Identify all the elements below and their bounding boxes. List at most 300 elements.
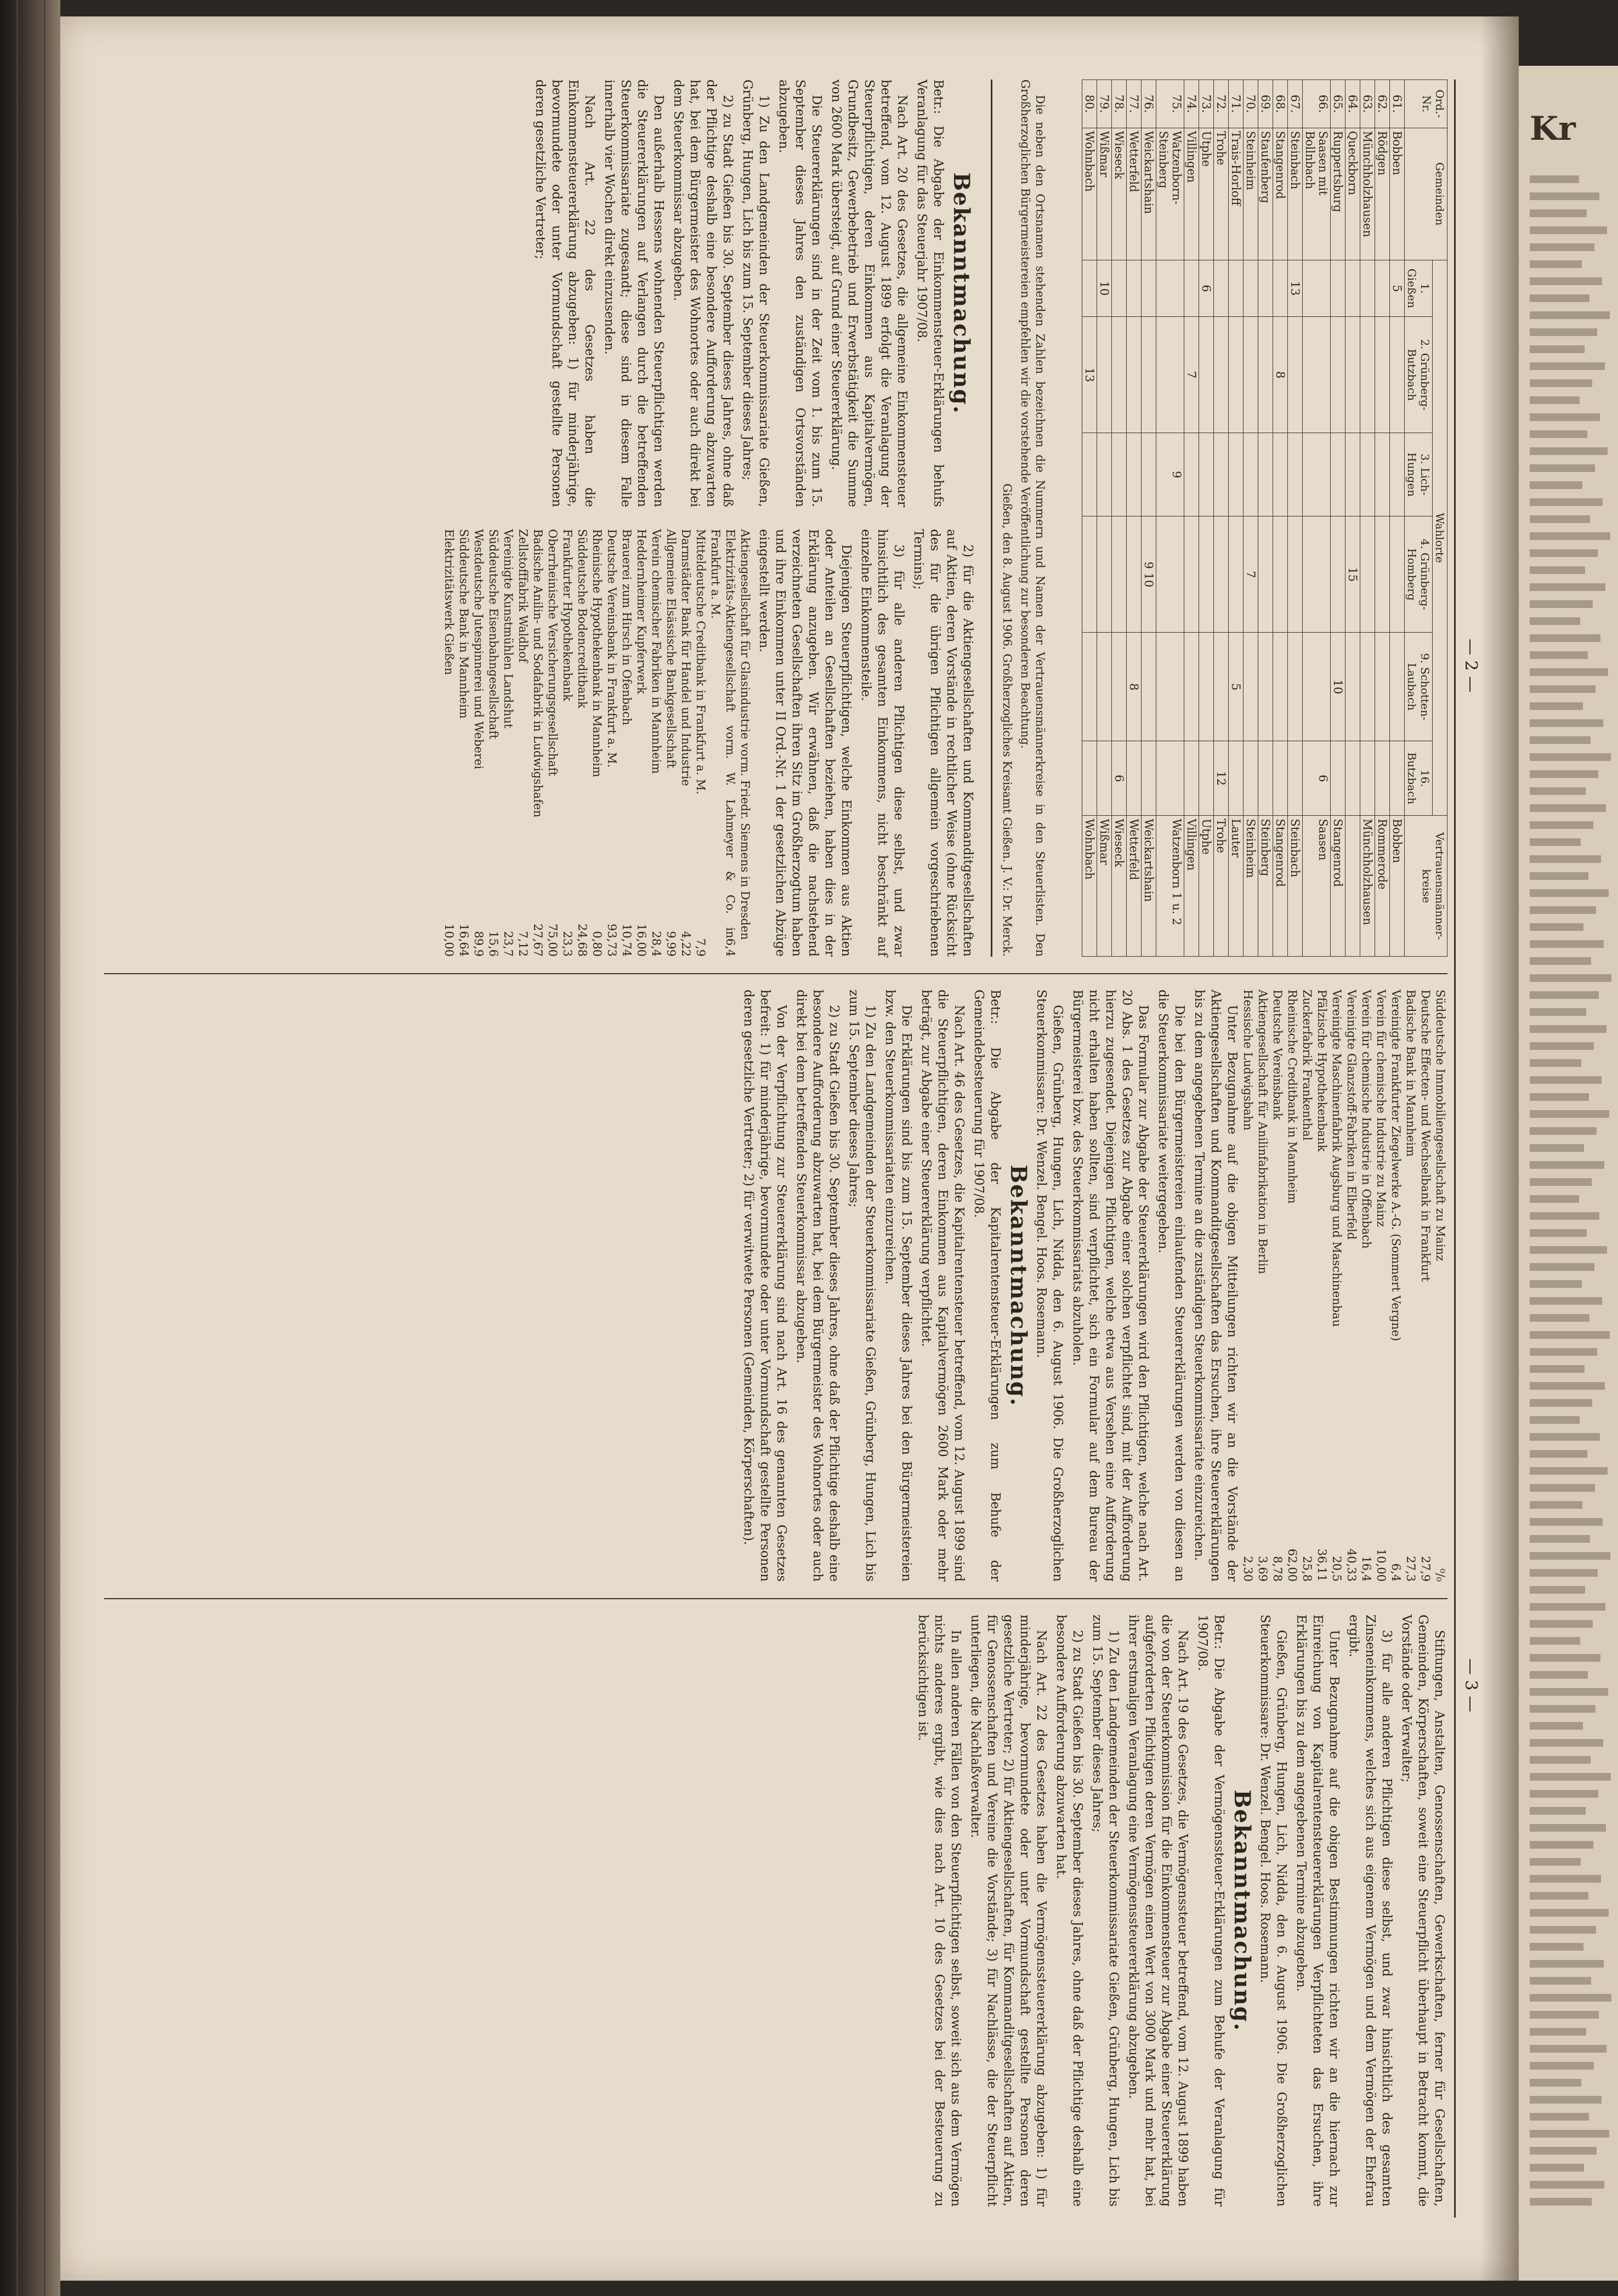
cell-wahlort <box>1097 633 1112 741</box>
adjacent-text-line <box>1530 583 1605 591</box>
cell-vertrauens: Wohnbach <box>1082 816 1097 957</box>
cell-wahlort <box>1097 516 1112 633</box>
adjacent-text-line <box>1530 1875 1601 1883</box>
far-right-paragraphs-2 <box>915 1615 1191 2207</box>
cell-wahlort: 10 <box>1097 260 1112 317</box>
adjacent-text-line <box>1530 600 1593 608</box>
company-row <box>1285 990 1299 1582</box>
cell-wahlort <box>1214 317 1229 433</box>
company-row <box>1433 990 1447 1582</box>
cell-wahlort <box>1199 633 1214 741</box>
adjacent-text-line <box>1530 2113 1589 2121</box>
company-name: Verein chemischer Fabriken in Mannheim <box>650 529 663 774</box>
cell-wahlort <box>1288 433 1303 516</box>
paragraph: Nach Art. 22 des Gesetzes haben die Einkommensteuererklärung abzugeben: 1) für minderjährige, bevormundete oder unter Vormundschaft gestellte Personen deren gesetzliche Vertreter; <box>533 79 597 507</box>
adjacent-text-line <box>1530 515 1590 523</box>
adjacent-text-line <box>1530 1008 1586 1016</box>
cell-wahlort <box>1127 741 1142 816</box>
paragraph: Nach Art. 20 des Gesetzes, die allgemeine Einkommensteuer betreffend, vom 12. August 1899 erfolgt die Veranlagung der Steuerpflichtigen, deren Einkommen aus Kapitalvermögen, Grundbesitz, Gewerbebetrieb und Erwerbstätigkeit die Summe von 2600 Mark übersteigt, auf Grund einer Steuererklärung. <box>829 79 909 507</box>
th-w2: 2. Grünberg-Butzbach <box>1405 317 1433 433</box>
adjacent-text-line <box>1530 1739 1603 1747</box>
adjacent-text-line <box>1530 362 1605 370</box>
adjacent-text-line <box>1530 1093 1589 1101</box>
cell-wahlort <box>1331 516 1346 633</box>
cell-wahlort <box>1303 516 1331 633</box>
company-row <box>604 529 619 957</box>
adjacent-text-line <box>1530 1229 1587 1237</box>
company-value: 23,7 <box>502 931 515 957</box>
company-row <box>545 529 560 957</box>
table-row <box>1229 80 1244 957</box>
cell-wahlort <box>1390 516 1405 633</box>
cell-wahlort <box>1288 516 1303 633</box>
company-value: 62,00 <box>1286 1548 1299 1582</box>
company-name: Allgemeine Elsässische Bankgesellschaft <box>665 529 678 769</box>
company-name: Mitteldeutsche Creditbank in Frankfurt a. M. <box>694 529 707 795</box>
cell-vertrauens: Münchholzhausen <box>1360 816 1375 957</box>
cell-wahlort <box>1375 516 1390 633</box>
adjacent-text-line <box>1530 889 1609 897</box>
paragraph: Von der Verpflichtung zur Steuererklärung sind nach Art. 16 des genannten Gesetzes befreit: 1) für minderjährige, bevormundete oder unter Vormundschaft gestellte Personen deren gesetzliche Vertreter; 2) für verwitwete Personen (Gemeinden, Körperschaften). <box>741 990 788 1582</box>
adjacent-text-line <box>1530 1246 1607 1254</box>
adjacent-text-line <box>1530 226 1607 234</box>
company-name: Verein für chemische Industrie in Offenbach <box>1360 990 1373 1249</box>
company-value: 3,69 <box>1256 1556 1269 1582</box>
company-row <box>1329 990 1344 1582</box>
adjacent-text-line <box>1530 1076 1602 1084</box>
cell-gemeinde: Rödgen <box>1375 128 1390 260</box>
adjacent-text-line <box>1530 175 1579 183</box>
adjacent-text-line <box>1530 1586 1585 1594</box>
cell-wahlort: 8 <box>1127 633 1142 741</box>
adjacent-text-line <box>1530 1433 1600 1441</box>
company-name: Pfälzische Hypothekenbank <box>1315 990 1329 1152</box>
company-name: Rheinische Creditbank in Mannheim <box>1286 990 1299 1204</box>
company-value: 25,8 <box>1301 1556 1314 1582</box>
th-w9: 9. Schotten-Laubach <box>1405 633 1433 741</box>
adjacent-text-line <box>1530 243 1594 251</box>
company-name: Heddernheimer Kupferwerk <box>635 529 648 694</box>
cell-gemeinde: Weickartshain <box>1142 128 1156 260</box>
company-value: ⁰/₀ <box>1434 1568 1447 1582</box>
table-row <box>1244 80 1258 957</box>
adjacent-text-line <box>1530 1671 1588 1679</box>
th-gemeinden: Gemeinden <box>1405 128 1447 260</box>
cell-wahlort: 6 <box>1112 741 1127 816</box>
cell-nr: 61. <box>1390 80 1405 128</box>
company-value: 4,22 <box>679 931 692 957</box>
adjacent-text-line <box>1530 702 1583 710</box>
company-value: 8,78 <box>1271 1556 1284 1582</box>
company-row <box>1403 990 1418 1582</box>
table-row <box>1127 80 1142 957</box>
company-value: 27,3 <box>1404 1556 1417 1582</box>
company-value: 7,12 <box>516 931 530 957</box>
cell-nr: 67. <box>1288 80 1303 128</box>
company-name: Vereinigte Frankfurter Ziegelwerke A.-G. (Sommert Vergne) <box>1389 990 1403 1342</box>
cell-nr: 77. <box>1127 80 1142 128</box>
company-name: Elektrizitätswerk Gießen <box>442 529 456 675</box>
cell-wahlort <box>1082 260 1097 317</box>
adjacent-text-line <box>1530 651 1588 659</box>
adjacent-text-line <box>1530 1824 1606 1832</box>
adjacent-text-line <box>1530 1161 1604 1169</box>
company-value: 89,9 <box>472 931 485 957</box>
cell-wahlort <box>1244 633 1258 741</box>
company-name: Verein für chemische Industrie zu Mainz <box>1375 990 1388 1227</box>
cell-gemeinde: Wieseck <box>1112 128 1127 260</box>
company-name: Vereinigte Glanzstoff-Fabriken in Elberfeld <box>1345 990 1358 1240</box>
company-value: 20,5 <box>1330 1556 1343 1582</box>
company-row <box>708 529 737 957</box>
adjacent-text-line <box>1530 770 1598 778</box>
cell-wahlort <box>1199 317 1214 433</box>
th-w16: 16. Butzbach <box>1405 741 1433 816</box>
cell-wahlort <box>1390 741 1405 816</box>
cell-wahlort <box>1346 433 1360 516</box>
far-right-betr: Betr.: Die Abgabe der Vermögenssteuer-Erklärungen zum Behufe der Veranlagung für 1907/08. <box>1195 1615 1226 2207</box>
adjacent-text-line <box>1530 2181 1604 2189</box>
cell-gemeinde: Trais-Horloff <box>1229 128 1244 260</box>
cell-wahlort <box>1331 260 1346 317</box>
cell-wahlort <box>1273 633 1288 741</box>
adjacent-text-line <box>1530 787 1586 795</box>
adjacent-text-line <box>1530 1977 1591 1985</box>
cell-vertrauens: Watzenborn 1 u. 2 <box>1156 816 1184 957</box>
adjacent-text-line <box>1530 1909 1609 1917</box>
cell-wahlort <box>1214 633 1229 741</box>
adjacent-text-line <box>1530 1280 1582 1288</box>
adjacent-text-line <box>1530 1195 1579 1203</box>
cell-wahlort <box>1199 516 1214 633</box>
cell-wahlort <box>1112 433 1127 516</box>
cell-wahlort <box>1127 516 1142 633</box>
company-value: 6,4 <box>724 938 737 957</box>
right-company-list <box>1240 990 1447 1582</box>
adjacent-text-line <box>1530 498 1603 506</box>
cell-wahlort <box>1184 260 1199 317</box>
table-footnote <box>996 79 1047 957</box>
adjacent-text-line <box>1530 872 1588 880</box>
adjacent-text-line <box>1530 1790 1598 1798</box>
company-name: Badische Bank in Mannheim <box>1404 990 1417 1157</box>
cell-vertrauens: Trohe <box>1214 816 1229 957</box>
company-row <box>1373 990 1388 1582</box>
cell-wahlort <box>1258 317 1273 433</box>
company-value: 16,00 <box>635 923 648 957</box>
company-name: Vereinigte Kunstmühlen Landshut <box>502 529 515 729</box>
paragraph: 3) für alle anderen Pflichtigen diese selbst, und zwar hinsichtlich des gesamten Einkommens, nicht beschränkt auf einzelne Einkommensteile. <box>859 529 906 957</box>
adjacent-text-line <box>1530 1484 1595 1492</box>
cell-gemeinde: Bobben <box>1390 128 1405 260</box>
cell-wahlort <box>1258 633 1273 741</box>
adjacent-text-line <box>1530 1331 1610 1339</box>
paragraph: Nach Art. 19 des Gesetzes, die Vermögenssteuer betreffend, vom 12. August 1899 haben die von der Steuerkommission für die Einkommensteuer zur Abgabe einer Steuererklärung aufgeforderten Pflichtigen deren Vermögen einen Wert von 3000 Mark und mehr hat, bei ihrer erstmaligen Veranlagung eine Vermögenssteuererklärung abzugeben. <box>1126 1615 1190 2207</box>
footnote-signature: Gießen, den 8. August 1906. Großherzogliches Kreisamt Gießen. J. V.: Dr. Merck. <box>1001 483 1014 957</box>
cell-wahlort <box>1258 433 1273 516</box>
company-row <box>456 529 471 957</box>
company-name: Süddeutsche Immobiliengesellschaft zu Mainz <box>1434 990 1447 1261</box>
table-row <box>1303 80 1331 957</box>
cell-nr: 72. <box>1214 80 1229 128</box>
th-vertrauens: Vertrauensmänner-kreise <box>1405 816 1447 957</box>
paragraph: 2) zu Stadt Gießen bis 30. September dieses Jahres, ohne daß der Pflichtige deshalb eine besondere Aufforderung abzuwarten hat, bei dem Bürgermeister des Wohnortes oder auch direkt bei dem Steuerkommissar abzugeben. <box>671 79 735 507</box>
company-name: Brauerei zum Hirsch in Ofenbach <box>620 529 633 725</box>
paragraph: 1) Zu den Landgemeinden der Steuerkommissariate Gießen, Grünberg, Hungen, Lich bis zum 15. September dieses Jahres; <box>1090 1615 1121 2207</box>
adjacent-text-line <box>1530 1756 1591 1764</box>
cell-nr: 79. <box>1097 80 1112 128</box>
paragraph: Unter Bezugnahme auf die obigen Bestimmungen richten wir an die hiernach zur Einreichung von Kapitalrentensteuererklärungen Verpflichteten das Ersuchen, ihre Erklärungen bis zu dem angegebenen Termine abzugeben. <box>1294 1615 1341 2207</box>
adjacent-text-line <box>1530 277 1602 285</box>
company-name: Süddeutsche Bodencreditbank <box>576 529 589 708</box>
company-value: 10,00 <box>1375 1548 1388 1582</box>
cell-wahlort: 13 <box>1082 317 1097 433</box>
cell-wahlort <box>1346 260 1360 317</box>
paragraph: Den außerhalb Hessens wohnenden Steuerpflichtigen werden die Steuererklärungen auf Verlangen durch die betreffenden Steuerkommissariate zugesandt; diese sind in diesem Falle innerhalb vier Wochen direkt einzusenden. <box>602 79 666 507</box>
company-value: 2,30 <box>1241 1556 1254 1582</box>
adjacent-text-line <box>1530 2062 1594 2070</box>
company-row <box>1388 990 1403 1582</box>
adjacent-text-line <box>1530 1858 1581 1866</box>
company-row <box>1359 990 1373 1582</box>
adjacent-text-line <box>1530 1603 1605 1611</box>
adjacent-text-line <box>1530 379 1592 387</box>
adjacent-text-line <box>1530 328 1597 336</box>
paragraph: 2) zu Stadt Gießen bis 30. September dieses Jahres, ohne daß der Pflichtige deshalb eine besondere Aufforderung abzuwarten hat, bei dem Bürgermeister des Wohnortes oder auch direkt bei dem betreffenden Steuerkommissar abzugeben. <box>794 990 841 1582</box>
table-row <box>1390 80 1405 957</box>
cell-nr: 70. <box>1244 80 1258 128</box>
cell-vertrauens: Wißmar <box>1097 816 1112 957</box>
cell-nr: 65. <box>1331 80 1346 128</box>
column-rule-2 <box>104 1598 1447 1599</box>
company-row <box>1240 990 1255 1582</box>
table-row <box>1288 80 1303 957</box>
adjacent-text-line <box>1530 1297 1602 1305</box>
cell-wahlort <box>1184 633 1199 741</box>
cell-wahlort <box>1142 633 1156 741</box>
adjacent-text-line <box>1530 192 1599 200</box>
adjacent-text-line <box>1530 1637 1580 1645</box>
paragraph: 1) Zu den Landgemeinden der Steuerkommissariate Gießen, Grünberg, Hungen, Lich bis zum 15. September dieses Jahres; <box>847 990 877 1582</box>
company-name: Oberrheinische Versicherungsgesellschaft <box>546 529 559 776</box>
adjacent-text-line <box>1530 634 1600 642</box>
cell-wahlort <box>1360 516 1375 633</box>
company-name: Deutsche Vereinsbank <box>1271 990 1284 1120</box>
wahlorte-table <box>1082 79 1447 957</box>
cell-nr: 69. <box>1258 80 1273 128</box>
cell-wahlort <box>1199 741 1214 816</box>
adjacent-text-line <box>1530 1059 1581 1067</box>
paragraph: 1) Zu den Landgemeinden der Steuerkommissariate Gießen, Grünberg, Hungen, Lich bis zum 15. September dieses Jahres; <box>740 79 771 507</box>
cell-wahlort <box>1142 741 1156 816</box>
cell-wahlort <box>1142 433 1156 516</box>
left-column <box>529 79 976 507</box>
cell-wahlort <box>1156 633 1184 741</box>
adjacent-page-heading: Kr <box>1530 110 1576 148</box>
adjacent-text-line <box>1530 923 1583 931</box>
company-name: Zellstofffabrik Waldhof <box>516 529 530 663</box>
adjacent-text-line <box>1530 260 1582 268</box>
cell-gemeinde: Queckborn <box>1346 128 1360 260</box>
company-value: 10,74 <box>620 923 633 957</box>
cell-gemeinde: Steinheim <box>1244 128 1258 260</box>
adjacent-text-line <box>1530 2198 1592 2206</box>
cell-wahlort: 9 <box>1156 433 1184 516</box>
cell-wahlort <box>1273 260 1288 317</box>
company-value: 93,73 <box>605 923 618 957</box>
cell-wahlort <box>1303 433 1331 516</box>
company-value: 7,9 <box>694 938 707 957</box>
company-row <box>634 529 649 957</box>
adjacent-text-line <box>1530 1943 1583 1951</box>
company-row <box>441 529 456 957</box>
cell-wahlort: 5 <box>1229 633 1244 741</box>
cell-wahlort <box>1258 260 1273 317</box>
cell-wahlort <box>1244 433 1258 516</box>
company-value: 16,4 <box>1360 1556 1373 1582</box>
company-row <box>678 529 693 957</box>
cell-wahlort <box>1229 433 1244 516</box>
cell-wahlort <box>1346 633 1360 741</box>
company-row <box>589 529 604 957</box>
company-name: Zuckerfabrik Frankenthal <box>1301 990 1314 1141</box>
cell-wahlort <box>1331 741 1346 816</box>
cell-wahlort <box>1184 433 1199 516</box>
cell-wahlort <box>1127 317 1142 433</box>
company-name: Aktiengesellschaft für Anilinfabrikation in Berlin <box>1256 990 1269 1274</box>
cell-gemeinde: Saasen mit Bollnbach <box>1303 128 1331 260</box>
adjacent-text-line <box>1530 1518 1603 1526</box>
cell-wahlort <box>1097 317 1112 433</box>
paragraph: 2) für die Aktiengesellschaften und Kommanditgesellschaften auf Aktien, deren Vorstände in rechtlicher Weise (ohne Rücksicht des für die übrigen Pflichtigen allgemein vorgeschriebenen Termins); <box>911 529 975 957</box>
cell-wahlort <box>1156 260 1184 317</box>
company-row <box>501 529 515 957</box>
middle-company-list <box>441 529 752 957</box>
cell-gemeinde: Ruppertsburg <box>1331 128 1346 260</box>
adjacent-text-line <box>1530 1042 1594 1050</box>
cell-wahlort <box>1375 260 1390 317</box>
adjacent-text-line <box>1530 1450 1587 1458</box>
adjacent-text-line <box>1530 1144 1584 1152</box>
table-row <box>1112 80 1127 957</box>
company-value: 27,9 <box>1419 1556 1432 1582</box>
adjacent-text-line <box>1530 974 1611 982</box>
cell-nr: 62. <box>1375 80 1390 128</box>
cell-wahlort <box>1184 516 1199 633</box>
paragraph: Die Erklärungen sind bis zum 15. September dieses Jahres bei den Bürgermeistereien bzw. den Steuerkommissariaten einzureichen. <box>883 990 913 1582</box>
cell-vertrauens: Stangenrod <box>1331 816 1346 957</box>
th-wahlorte: Wahlorte <box>1433 260 1447 816</box>
cell-wahlort <box>1390 633 1405 741</box>
cell-gemeinde: Utphe <box>1199 128 1214 260</box>
cell-wahlort <box>1390 433 1405 516</box>
cell-wahlort <box>1082 433 1097 516</box>
cell-nr: 66. <box>1303 80 1331 128</box>
cell-gemeinde: Trohe <box>1214 128 1229 260</box>
column-rule-1 <box>104 973 1447 974</box>
company-row <box>1314 990 1329 1582</box>
adjacent-text-line <box>1530 481 1582 489</box>
cell-gemeinde: Stangenrod <box>1273 128 1288 260</box>
company-name: Elektrizitäts-Aktiengesellschaft vorm. W. Lahmeyer & Co. in Frankfurt a. M. <box>709 529 737 939</box>
cell-vertrauens: Utphe <box>1199 816 1214 957</box>
cell-wahlort <box>1112 317 1127 433</box>
cell-gemeinde: Wohnbach <box>1082 128 1097 260</box>
company-row <box>530 529 545 957</box>
top-rule <box>1454 79 1456 2218</box>
cell-wahlort <box>1082 633 1097 741</box>
middle-paragraphs <box>756 529 976 957</box>
cell-gemeinde: Münchholzhausen <box>1360 128 1375 260</box>
cell-vertrauens: Villingen <box>1184 816 1199 957</box>
cell-wahlort <box>1127 433 1142 516</box>
paragraph: Die bei den Bürgermeistereien einlaufenden Steuererklärungen werden von diesen an die Steuerkommissariate weitergegeben. <box>1156 990 1186 1582</box>
cell-wahlort <box>1082 516 1097 633</box>
cell-wahlort <box>1214 260 1229 317</box>
company-row <box>619 529 634 957</box>
company-name: Badische Anilin- und Sodafabrik in Ludwigshafen <box>531 529 544 817</box>
adjacent-text-line <box>1530 1501 1582 1509</box>
cell-vertrauens: Weickartshain <box>1142 816 1156 957</box>
cell-nr: 76. <box>1142 80 1156 128</box>
company-row <box>663 529 678 957</box>
table-row <box>1331 80 1346 957</box>
page-gutter <box>1480 16 1519 2281</box>
cell-wahlort: 13 <box>1288 260 1303 317</box>
th-w1: 1. Gießen <box>1405 260 1433 317</box>
cell-wahlort <box>1375 633 1390 741</box>
cell-wahlort <box>1097 741 1112 816</box>
paragraph: 2) zu Stadt Gießen bis 30. September dieses Jahres, ohne daß der Pflichtige deshalb eine besondere Aufforderung abzuwarten hat. <box>1054 1615 1085 2207</box>
adjacent-text-line <box>1530 1399 1592 1407</box>
table-row <box>1142 80 1156 957</box>
cell-wahlort: 8 <box>1273 317 1288 433</box>
cell-vertrauens: Saasen <box>1303 816 1331 957</box>
adjacent-text-line <box>1530 396 1580 404</box>
cell-gemeinde: Watzenborn-Steinberg <box>1156 128 1184 260</box>
adjacent-text-line <box>1530 1552 1610 1560</box>
company-row <box>1418 990 1433 1582</box>
company-name: Deutsche Effecten- und Wechselbank in Frankfurt <box>1419 990 1432 1282</box>
cell-vertrauens: Rommerode <box>1375 816 1390 957</box>
adjacent-text-line <box>1530 1705 1596 1713</box>
cell-wahlort <box>1303 260 1331 317</box>
adjacent-text-line <box>1530 1178 1592 1186</box>
cell-wahlort <box>1127 260 1142 317</box>
adjacent-text-line <box>1530 1127 1597 1135</box>
cell-nr: 78. <box>1112 80 1127 128</box>
adjacent-text-line <box>1530 2164 1584 2172</box>
cell-wahlort <box>1142 317 1156 433</box>
company-row <box>1270 990 1285 1582</box>
paragraph: 3) für alle anderen Pflichtigen diese selbst, und zwar hinsichtlich des gesamten Zinseneinkommens, welches sich aus eigenem Vermögen und dem Vermögen der Ehefrau ergibt. <box>1347 1615 1394 2207</box>
adjacent-text-line <box>1530 1416 1580 1424</box>
cell-wahlort <box>1258 741 1273 816</box>
left-heading: Bekanntmachung. <box>949 172 974 414</box>
adjacent-text-line <box>1530 668 1608 676</box>
right-heading: Bekanntmachung. <box>1006 1164 1031 1407</box>
adjacent-text-line <box>1530 1620 1593 1628</box>
th-w3: 3. Lich-Hungen <box>1405 433 1433 516</box>
far-right-column <box>911 1615 1447 2207</box>
cell-wahlort <box>1229 516 1244 633</box>
company-name: Westdeutsche Jutespinnerei und Weberei <box>472 529 485 770</box>
cell-gemeinde: Steinbach <box>1288 128 1303 260</box>
cell-vertrauens: Steinbach <box>1288 816 1303 957</box>
cell-gemeinde: Wißmar <box>1097 128 1112 260</box>
cell-nr: 71. <box>1229 80 1244 128</box>
cell-nr: 75. <box>1156 80 1184 128</box>
